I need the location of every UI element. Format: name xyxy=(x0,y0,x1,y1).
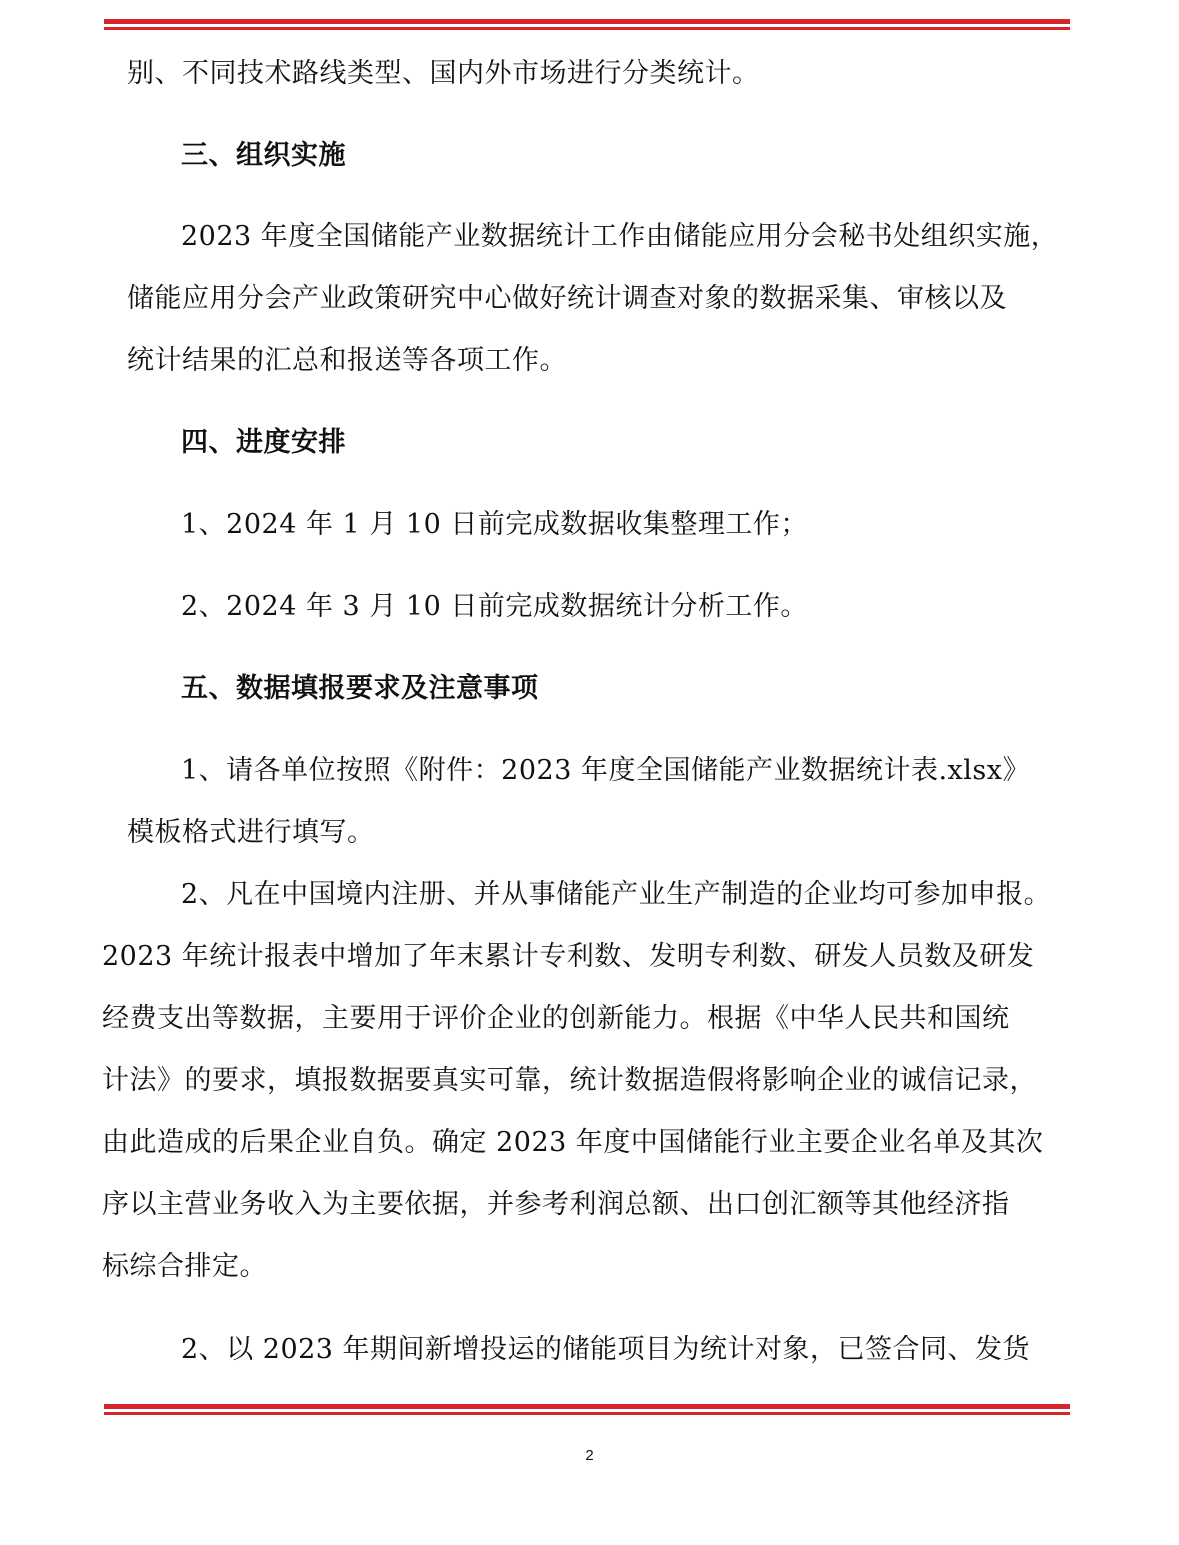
requirement-1-line-1: 1、请各单位按照《附件：2023 年度全国储能产业数据统计表.xlsx》 xyxy=(181,755,1031,786)
requirement-2-line-2: 2023 年统计报表中增加了年末累计专利数、发明专利数、研发人员数及研发 xyxy=(102,941,1035,972)
requirement-2-line-4: 计法》的要求，填报数据要真实可靠，统计数据造假将影响企业的诚信记录， xyxy=(102,1065,1037,1096)
section-heading-organization: 三、组织实施 xyxy=(181,140,346,171)
footer-divider-thick xyxy=(104,1404,1070,1409)
requirement-2-line-1: 2、凡在中国境内注册、并从事储能产业生产制造的企业均可参加申报。 xyxy=(181,879,1052,910)
requirement-2-line-7: 标综合排定。 xyxy=(102,1251,267,1282)
schedule-item-2: 2、2024 年 3 月 10 日前完成数据统计分析工作。 xyxy=(181,591,808,622)
requirement-2-line-5: 由此造成的后果企业自负。确定 2023 年度中国储能行业主要企业名单及其次 xyxy=(102,1127,1044,1158)
requirement-2-line-3: 经费支出等数据，主要用于评价企业的创新能力。根据《中华人民共和国统 xyxy=(102,1003,1010,1034)
requirement-2-line-6: 序以主营业务收入为主要依据，并参考利润总额、出口创汇额等其他经济指 xyxy=(102,1189,1010,1220)
section-heading-schedule: 四、进度安排 xyxy=(181,427,346,458)
section-heading-requirements: 五、数据填报要求及注意事项 xyxy=(181,673,539,704)
footer-divider xyxy=(104,1404,1070,1416)
continuation-text: 别、不同技术路线类型、国内外市场进行分类统计。 xyxy=(127,58,760,89)
schedule-item-1: 1、2024 年 1 月 10 日前完成数据收集整理工作； xyxy=(181,509,808,540)
requirement-3-line-1: 2、以 2023 年期间新增投运的储能项目为统计对象，已签合同、发货 xyxy=(181,1334,1031,1365)
section3-body-line-2: 储能应用分会产业政策研究中心做好统计调查对象的数据采集、审核以及 xyxy=(127,283,1007,314)
requirement-1-line-2: 模板格式进行填写。 xyxy=(127,817,375,848)
footer-divider-thin xyxy=(104,1412,1070,1415)
section3-body-line-1: 2023 年度全国储能产业数据统计工作由储能应用分会秘书处组织实施， xyxy=(181,221,1059,252)
section3-body-line-3: 统计结果的汇总和报送等各项工作。 xyxy=(127,345,567,376)
page-number: 2 xyxy=(585,1447,594,1464)
